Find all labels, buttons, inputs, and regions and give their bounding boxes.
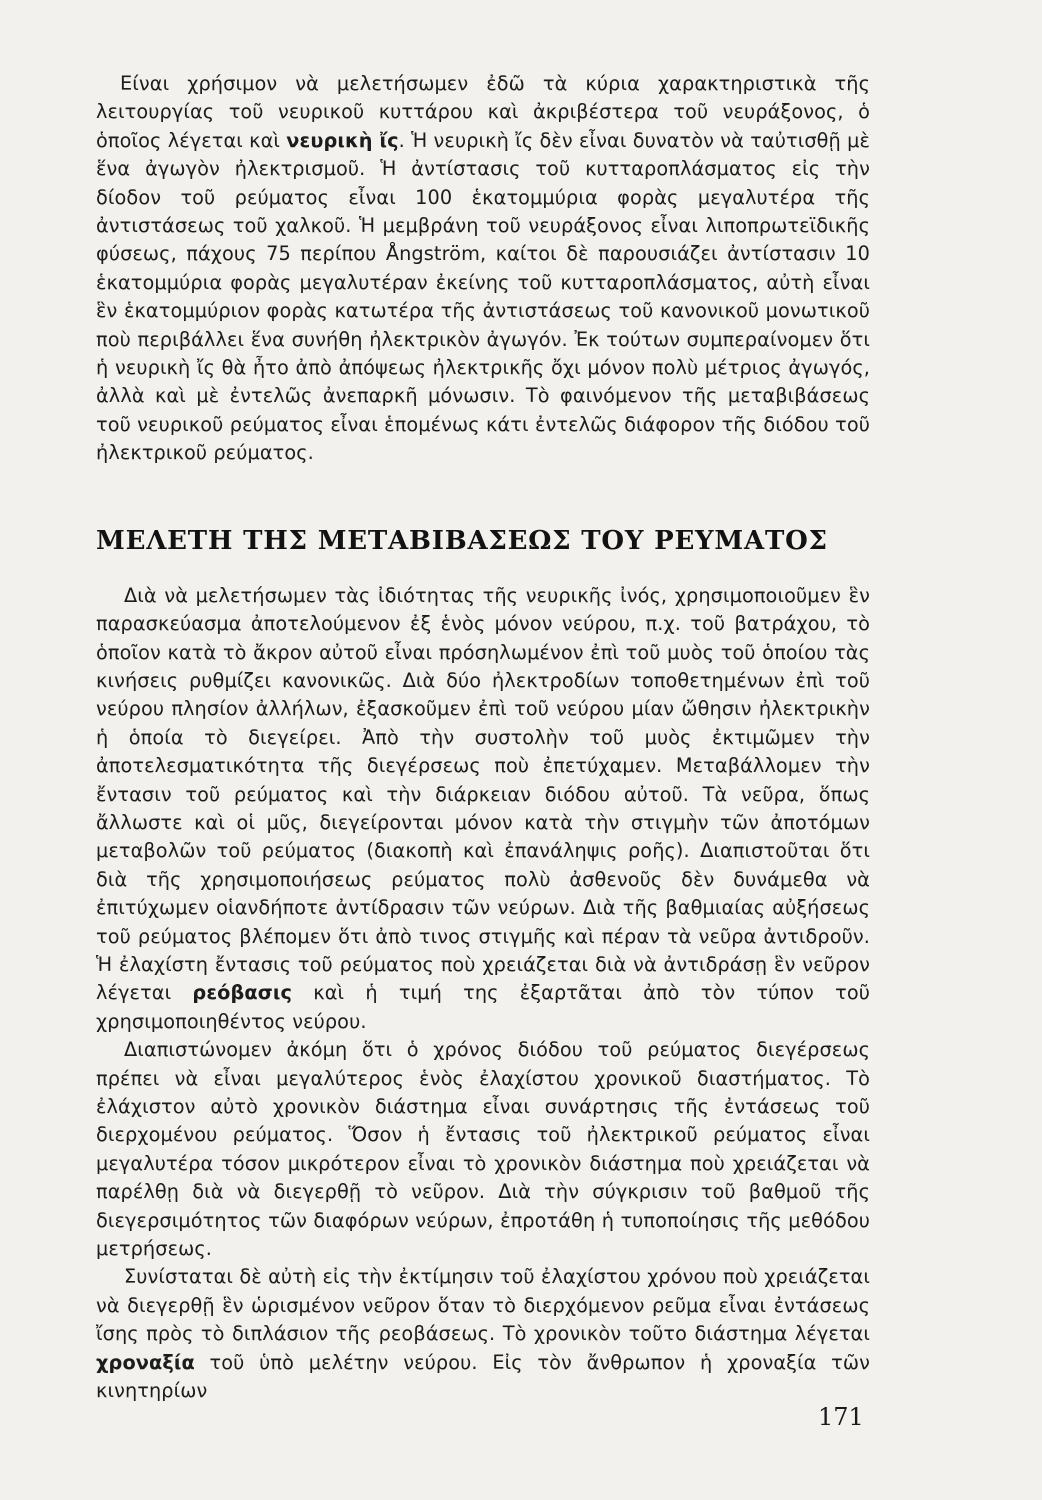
intro-text-after: . Ἡ νευρικὴ ἴς δὲν εἶναι δυνατὸν νὰ ταὐτισθῇ μὲ ἕνα ἀγωγὸν ἠλεκτρισμοῦ. Ἡ ἀντίστασις τοῦ κυτταροπλάσματος εἰς τὴν δίοδον τοῦ ρεύματος εἶναι 100 ἑκατομμύρια φορὰς μεγαλυτέρα τῆς ἀντιστάσεως τοῦ χαλκοῦ. Ἡ μεμβράνη τοῦ νευράξονος εἶναι λιποπρωτεϊδικῆς φύσεως, πάχους 75 περίπου Ångström, καίτοι δὲ παρουσιάζει ἀντίστασιν 10 ἑκατομμύρια φορὰς μεγαλυτέραν ἐκείνης τοῦ κυτταροπλάσματος, αὐτὴ εἶναι ἓν ἑκατομμύριον φορὰς κατωτέρα τῆς ἀντιστάσεως τοῦ κανονικοῦ μονωτικοῦ ποὺ περιβάλλει ἕνα συνήθη ἠλεκτρικὸν ἀγωγόν. Ἐκ τούτων συμπεραίνομεν ὅτι ἡ νευρικὴ ἴς θὰ ἦτο ἀπὸ ἀπόψεως ἠλεκτρικῆς ὄχι μόνον πολὺ μέτριος ἀγωγός, ἀλλὰ καὶ μὲ ἐντελῶς ἀνεπαρκῆ μόνωσιν. Τὸ φαινόμενον τῆς μεταβιβάσεως τοῦ νευρικοῦ ρεύματος εἶναι ἑπομένως κάτι ἐντελῶς διάφορον τῆς διόδου τοῦ ἠλεκτρικοῦ ρεύματος. [96, 128, 870, 465]
paragraph-3-after: τοῦ ὑπὸ μελέτην νεύρου. Εἰς τὸν ἄνθρωπον ἡ χροναξία τῶν κινητηρίων [96, 1350, 870, 1403]
paragraph-1-after: καὶ ἡ τιμή της ἐξαρτᾶται ἀπὸ τὸν τύπον τοῦ χρησιμοποιηθέντος νεύρου. [96, 981, 870, 1033]
paragraph-3-before: Συνίσταται δὲ αὐτὴ εἰς τὴν ἐκτίμησιν τοῦ ἐλαχίστου χρόνου ποὺ χρειάζεται νὰ διεγερθῇ ἓν ὡρισμένον νεῦρον ὅταν τὸ διερχόμενον ρεῦμα εἶναι ἐντάσεως ἴσης πρὸς τὸ διπλάσιον τῆς ρεοβάσεως. Τὸ χρονικὸν τοῦτο διάστημα λέγεται [96, 1265, 870, 1346]
page-number: 171 [818, 1403, 864, 1431]
paragraph-3 [96, 1263, 870, 1405]
paragraph-1 [96, 582, 870, 1037]
paragraph-1-before: Διὰ νὰ μελετήσωμεν τὰς ἰδιότητας τῆς νευρικῆς ἰνός, χρησιμοποιοῦμεν ἓν παρασκεύασμα ἀποτελούμενον ἐξ ἑνὸς μόνον νεύρου, π.χ. τοῦ βατράχου, τὸ ὁποῖον κατὰ τὸ ἄκρον αὐτοῦ εἶναι πρόσηλωμένον ἐπὶ τοῦ μυὸς τοῦ ὁποίου τὰς κινήσεις ρυθμίζει κανονικῶς. Διὰ δύο ἠλεκτροδίων τοποθετημένων ἐπὶ τοῦ νεύρου πλησίον ἀλλήλων, ἐξασκοῦμεν ἐπὶ τοῦ νεύρου μίαν ὤθησιν ἠλεκτρικὴν ἡ ὁποία τὸ διεγείρει. Ἀπὸ τὴν συστολὴν τοῦ μυὸς ἐκτιμῶμεν τὴν ἀποτελεσματικότητα τῆς διεγέρσεως ποὺ ἐπετύχαμεν. Μεταβάλλομεν τὴν ἔντασιν τοῦ ρεύματος καὶ τὴν διάρκειαν διόδου αὐτοῦ. Τὰ νεῦρα, ὅπως ἄλλωστε καὶ οἱ μῦς, διεγείρονται μόνον κατὰ τὴν στιγμὴν τῶν ἀποτόμων μεταβολῶν τοῦ ρεύματος (διακοπὴ καὶ ἐπανάληψις ροῆς). Διαπιστοῦται ὅτι διὰ τῆς χρησιμοποιήσεως ρεύματος πολὺ ἀσθενοῦς δὲν δυνάμεθα νὰ ἐπιτύχωμεν οἱανδήποτε ἀντίδρασιν τῶν νεύρων. Διὰ τῆς βαθμιαίας αὐξήσεως τοῦ ρεύματος βλέπομεν ὅτι ἀπὸ τινος στιγμῆς καὶ πέραν τὰ νεῦρα ἀντιδροῦν. Ἡ ἐλαχίστη ἔντασις τοῦ ρεύματος ποὺ χρειάζεται διὰ νὰ ἀντιδράσῃ ἓν νεῦρον λέγεται [96, 583, 870, 1005]
intro-term: νευρικὴ ἴς [286, 128, 399, 152]
section-heading: ΜΕΛΕΤΗ ΤΗΣ ΜΕΤΑΒΙΒΑΣΕΩΣ ΤΟΥ ΡΕΥΜΑΤΟΣ [96, 525, 828, 556]
paragraph-1-term: ρεόβασις [192, 981, 293, 1005]
intro-paragraph [96, 70, 870, 468]
intro-text-before: Είναι χρήσιμον νὰ μελετήσωμεν ἐδῶ τὰ κύρια χαρακτηριστικὰ τῆς λειτουργίας τοῦ νευρικοῦ κυττάρου καὶ ἀκριβέστερα τοῦ νευράξονος, ὁ ὁποῖος λέγεται καὶ [96, 72, 870, 152]
paragraph-2: Διαπιστώνομεν ἀκόμη ὅτι ὁ χρόνος διόδου τοῦ ρεύματος διεγέρσεως πρέπει νὰ εἶναι μεγαλύτερος ἑνὸς ἐλαχίστου χρονικοῦ διαστήματος. Τὸ ἐλάχιστον αὐτὸ χρονικὸν διάστημα εἶναι συνάρτησις τῆς ἐντάσεως τοῦ διερχομένου ρεύματος. Ὅσον ἡ ἔντασις τοῦ ἠλεκτρικοῦ ρεύματος εἶναι μεγαλυτέρα τόσον μικρότερον εἶναι τὸ χρονικὸν διάστημα ποὺ χρειάζεται νὰ παρέλθῃ διὰ νὰ διεγερθῇ τὸ νεῦρον. Διὰ τὴν σύγκρισιν τοῦ βαθμοῦ τῆς διεγερσιμότητος τῶν διαφόρων νεύρων, ἐπροτάθη ἡ τυποποίησις τῆς μεθόδου μετρήσεως. [96, 1038, 870, 1261]
paragraph-3-term: χροναξία [96, 1350, 195, 1374]
